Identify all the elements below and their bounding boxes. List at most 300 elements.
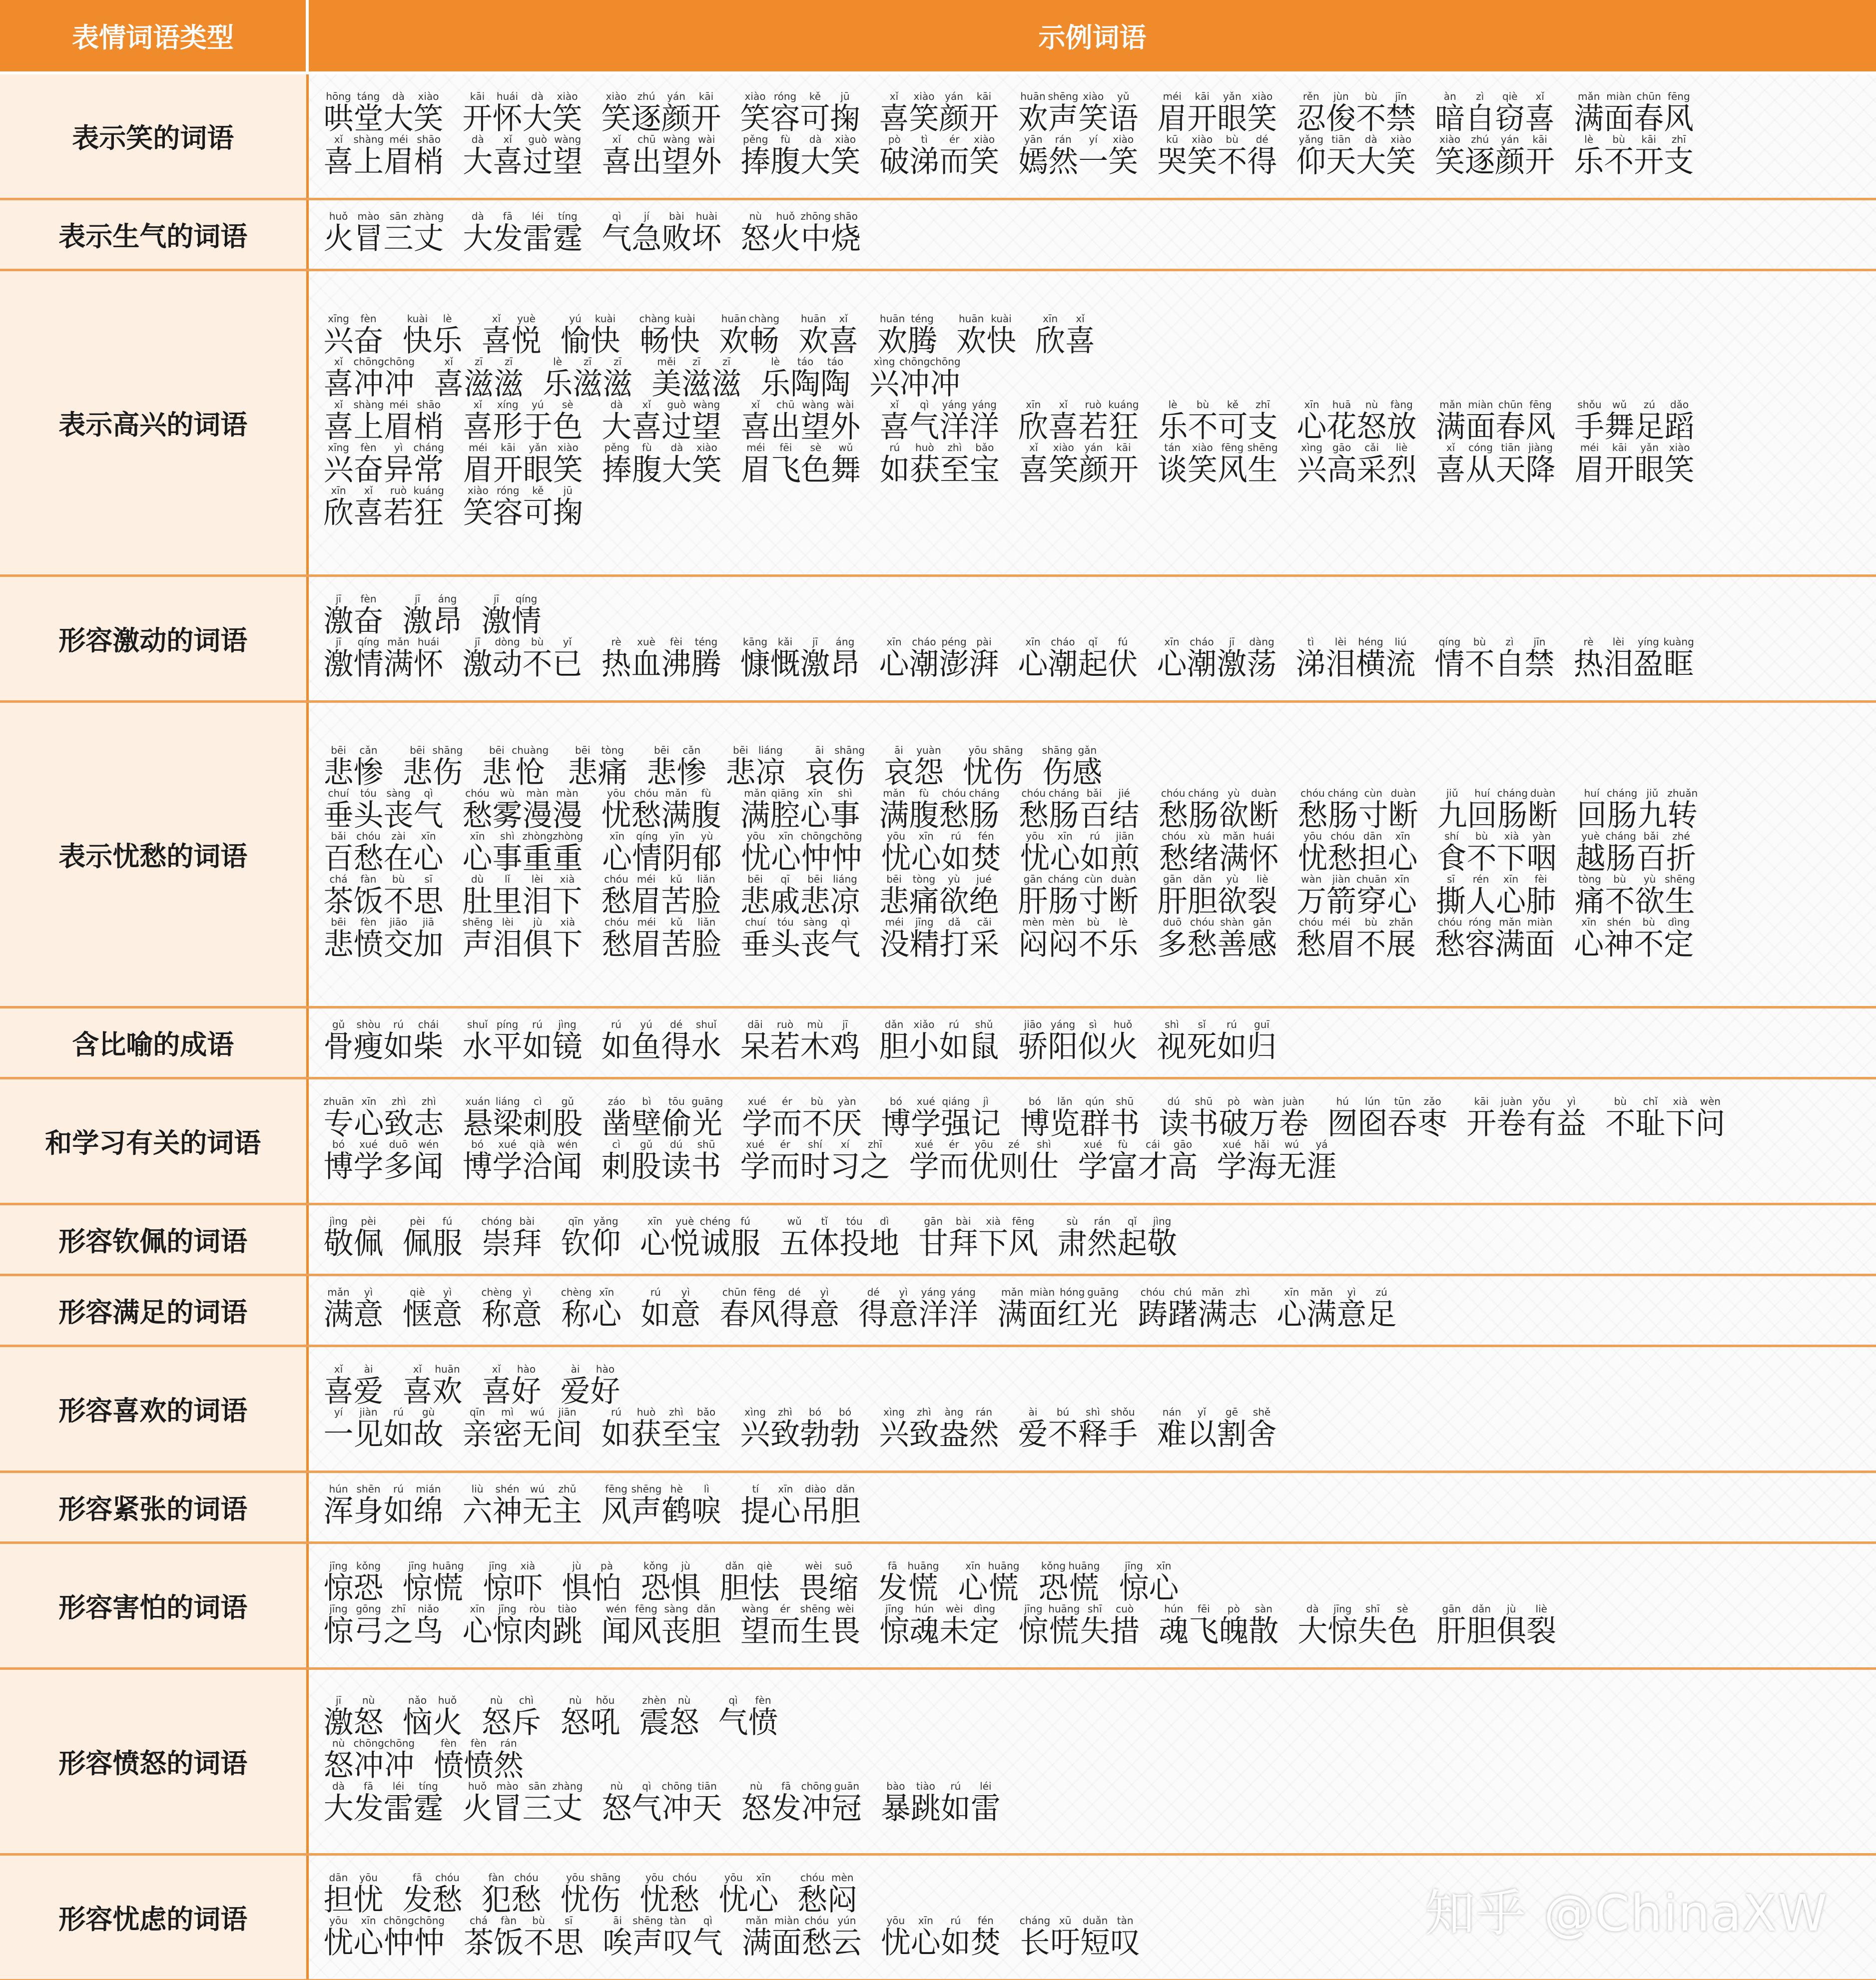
pinyin: dàng bbox=[1247, 636, 1277, 648]
pinyin: jùn bbox=[1326, 90, 1356, 103]
example-word bbox=[568, 746, 627, 789]
hanzi: 惨cǎn bbox=[676, 744, 707, 790]
pinyin: qiáng bbox=[941, 1095, 971, 1107]
pinyin: jī bbox=[323, 593, 354, 605]
example-word bbox=[1327, 1097, 1447, 1140]
pinyin: zhǔ bbox=[552, 1483, 583, 1495]
hanzi: 荡dàng bbox=[1247, 636, 1277, 682]
pinyin: kuài bbox=[986, 313, 1017, 325]
hanzi: 九jiǔ bbox=[1437, 787, 1467, 833]
pinyin: miàn bbox=[771, 1915, 802, 1927]
pinyin: kǒng bbox=[640, 1560, 671, 1572]
hanzi: 开kāi bbox=[1604, 442, 1635, 488]
example-word bbox=[879, 1020, 999, 1063]
hanzi: 意yì bbox=[809, 1286, 840, 1332]
hanzi: 学xué bbox=[492, 1138, 523, 1184]
pinyin: xiào bbox=[463, 485, 493, 496]
hanzi: 钦qīn bbox=[561, 1215, 591, 1261]
pinyin: lè bbox=[760, 356, 791, 368]
example-word bbox=[482, 1288, 542, 1331]
pinyin: téng bbox=[691, 636, 721, 648]
hanzi: 裂liè bbox=[1526, 1603, 1557, 1649]
hanzi: 悲bēi bbox=[740, 873, 770, 919]
example-word bbox=[324, 1782, 444, 1825]
hanzi: 心xīn bbox=[879, 636, 909, 682]
pinyin: mèn bbox=[1018, 916, 1049, 928]
hanzi: 从cóng bbox=[1465, 442, 1496, 488]
pinyin: jīng bbox=[323, 1603, 354, 1615]
pinyin: ròu bbox=[522, 1603, 553, 1615]
pinyin: lì bbox=[691, 1483, 722, 1495]
pinyin: xiào bbox=[1187, 442, 1218, 454]
pinyin: gāo bbox=[1168, 1138, 1198, 1150]
hanzi: 九jiǔ bbox=[1637, 787, 1668, 833]
example-word bbox=[740, 212, 861, 255]
hanzi: 笑xiào bbox=[1247, 90, 1277, 137]
pinyin: yàn bbox=[832, 1095, 862, 1107]
hanzi: 手shǒu bbox=[1108, 1406, 1138, 1452]
pinyin: xīn bbox=[1149, 1560, 1179, 1572]
hanzi: 郁yù bbox=[692, 830, 722, 876]
pinyin: kāi bbox=[969, 90, 999, 103]
pinyin: huān bbox=[432, 1363, 463, 1375]
pinyin: yù bbox=[1219, 787, 1249, 799]
hanzi: 之zhī bbox=[860, 1138, 890, 1184]
pinyin: chéng bbox=[699, 1215, 731, 1227]
pinyin: nǎo bbox=[402, 1694, 433, 1706]
hanzi: 放fàng bbox=[1386, 399, 1417, 445]
hanzi: 叹tàn bbox=[1110, 1915, 1141, 1961]
pinyin: cǎn bbox=[676, 744, 707, 756]
category-cell: 表示生气的词语 bbox=[0, 199, 307, 270]
example-word bbox=[324, 1365, 384, 1408]
hanzi: 笑xiào bbox=[1078, 90, 1109, 137]
pinyin: huái bbox=[413, 636, 444, 648]
hanzi: 喜xǐ bbox=[434, 356, 464, 402]
pinyin: chì bbox=[511, 1694, 542, 1706]
pinyin: wàng bbox=[691, 399, 722, 411]
example-word bbox=[324, 1217, 384, 1260]
hanzi: 漫màn bbox=[552, 787, 583, 833]
hanzi: 若ruò bbox=[770, 1018, 800, 1064]
pinyin: bù bbox=[1356, 916, 1386, 928]
pinyin: chóu bbox=[801, 1915, 832, 1927]
pinyin: zì bbox=[1494, 636, 1525, 648]
example-word bbox=[1018, 637, 1138, 680]
pinyin: qì bbox=[631, 1780, 662, 1792]
hanzi: 感gǎn bbox=[1072, 744, 1103, 790]
pinyin: xǐ bbox=[1018, 442, 1049, 454]
examples-cell bbox=[307, 270, 1876, 575]
pinyin: yǎn bbox=[1634, 442, 1665, 454]
pinyin: rán bbox=[1048, 133, 1079, 146]
hanzi: 吊diào bbox=[800, 1483, 831, 1529]
hanzi: 喜xǐ bbox=[602, 133, 632, 180]
hanzi: 笑xiào bbox=[413, 90, 444, 137]
pinyin: chóu bbox=[1158, 787, 1189, 799]
example-word bbox=[1119, 1561, 1179, 1604]
hanzi: 思sī bbox=[413, 873, 444, 919]
pinyin: yù bbox=[1635, 873, 1665, 885]
hanzi: 寸cùn bbox=[1358, 787, 1388, 833]
hanzi: 慌huāng bbox=[432, 1560, 464, 1606]
pinyin: xǐ bbox=[481, 313, 512, 325]
example-line bbox=[324, 594, 1868, 637]
pinyin: yīn bbox=[662, 830, 692, 842]
pinyin: bài bbox=[512, 1215, 542, 1227]
pinyin: jīng bbox=[1119, 1560, 1149, 1572]
pinyin: rú bbox=[601, 1406, 631, 1418]
hanzi: 欢huān bbox=[956, 313, 987, 359]
hanzi: 闻wén bbox=[552, 1138, 583, 1184]
examples-cell bbox=[307, 1542, 1876, 1668]
hanzi: 加jiā bbox=[413, 916, 444, 962]
pinyin: shāng bbox=[1042, 744, 1073, 756]
pinyin: fèn bbox=[353, 916, 384, 928]
pinyin: wǔ bbox=[779, 1215, 810, 1227]
pinyin: gǔ bbox=[631, 1138, 661, 1150]
example-word bbox=[640, 1288, 700, 1331]
hanzi: 面miàn bbox=[771, 1915, 802, 1961]
example-word bbox=[718, 1873, 778, 1916]
hanzi: 颜yán bbox=[1495, 133, 1525, 180]
hanzi: 横héng bbox=[1355, 636, 1386, 682]
hanzi: 肝gān bbox=[1018, 873, 1048, 919]
hanzi: 肝gān bbox=[1436, 1603, 1467, 1649]
pinyin: tǐ bbox=[809, 1215, 840, 1227]
hanzi: 洽qià bbox=[522, 1138, 553, 1184]
pinyin: shuǐ bbox=[462, 1018, 493, 1030]
pinyin: dà bbox=[800, 133, 831, 146]
pinyin: áng bbox=[830, 636, 860, 648]
pinyin: chái bbox=[413, 1018, 444, 1030]
hanzi: 怒nù bbox=[323, 1737, 354, 1783]
hanzi: 若ruò bbox=[1078, 399, 1109, 445]
hanzi: 腹fù bbox=[631, 442, 662, 488]
pinyin: wèi bbox=[798, 1560, 829, 1572]
pinyin: chōng bbox=[353, 1737, 384, 1749]
hanzi: 忧yōu bbox=[1297, 830, 1328, 876]
hanzi: 斥chì bbox=[511, 1694, 542, 1740]
example-word bbox=[463, 400, 583, 443]
hanzi: 哀āi bbox=[883, 744, 914, 790]
hanzi: 断duàn bbox=[1108, 873, 1139, 919]
pinyin: gān bbox=[918, 1215, 949, 1227]
hanzi: 风fēng bbox=[1664, 90, 1694, 137]
pinyin: léi bbox=[383, 1780, 414, 1792]
hanzi: 如rú bbox=[601, 1406, 631, 1452]
pinyin: xǐ bbox=[323, 356, 354, 368]
pinyin: fēng bbox=[1008, 1215, 1039, 1227]
hanzi: 欲yù bbox=[1635, 873, 1665, 919]
hanzi: 刺cì bbox=[523, 1095, 553, 1141]
hanzi: 问wèn bbox=[1695, 1095, 1726, 1141]
example-word bbox=[324, 1604, 444, 1647]
pinyin: yōu bbox=[718, 1872, 749, 1884]
hanzi: 眉méi bbox=[1326, 916, 1356, 962]
pinyin: bó bbox=[323, 1138, 354, 1150]
pinyin: lèi bbox=[1603, 636, 1634, 648]
example-word bbox=[403, 746, 463, 789]
pinyin: xiào bbox=[552, 90, 583, 103]
hanzi: 望wàng bbox=[691, 399, 722, 445]
pinyin: dé bbox=[661, 1018, 691, 1030]
hanzi: 暗àn bbox=[1435, 90, 1465, 137]
pinyin: fēng bbox=[1664, 90, 1694, 103]
pinyin: shàng bbox=[353, 399, 384, 411]
pinyin: hè bbox=[661, 1483, 692, 1495]
hanzi: 书shū bbox=[1110, 1095, 1140, 1141]
example-word bbox=[561, 1365, 621, 1408]
hanzi: 大dà bbox=[463, 133, 493, 180]
hanzi: 如rú bbox=[1080, 830, 1110, 876]
pinyin: huǒ bbox=[432, 1694, 463, 1706]
example-word bbox=[740, 400, 860, 443]
hanzi: 仕shì bbox=[1029, 1138, 1059, 1184]
pinyin: mǎn bbox=[997, 1286, 1028, 1298]
hanzi: 兴xìng bbox=[740, 1406, 770, 1452]
hanzi: 欢huān bbox=[718, 313, 749, 359]
pinyin: duǎn bbox=[1080, 1915, 1111, 1927]
pinyin: shì bbox=[492, 830, 523, 842]
example-word bbox=[482, 1365, 542, 1408]
hanzi: 不bù bbox=[1464, 636, 1495, 682]
pinyin: chóu bbox=[602, 916, 632, 928]
pinyin: juàn bbox=[1278, 1095, 1309, 1107]
pinyin: xīn bbox=[1035, 313, 1066, 325]
pinyin: xiào bbox=[1187, 133, 1218, 146]
hanzi: 博bó bbox=[462, 1138, 493, 1184]
hanzi: 头tóu bbox=[353, 787, 384, 833]
hanzi: 裂liè bbox=[1247, 873, 1277, 919]
pinyin: jīng bbox=[483, 1560, 513, 1572]
hanzi: 忧yōu bbox=[880, 1915, 911, 1961]
hanzi: 惊jīng bbox=[492, 1603, 523, 1649]
pinyin: chūn bbox=[1634, 90, 1664, 103]
hanzi: 而ér bbox=[939, 133, 970, 180]
example-word bbox=[1020, 832, 1140, 875]
pinyin: cì bbox=[523, 1095, 553, 1107]
hanzi: 提tí bbox=[740, 1483, 771, 1529]
hanzi: 气qì bbox=[830, 916, 861, 962]
pinyin: ruò bbox=[770, 1018, 800, 1030]
pinyin: ér bbox=[939, 133, 970, 146]
examples-cell bbox=[307, 1007, 1876, 1078]
pinyin: fèn bbox=[434, 1737, 464, 1749]
hanzi: 如rú bbox=[1217, 1018, 1247, 1064]
pinyin: xiào bbox=[1078, 90, 1109, 103]
table-row bbox=[0, 73, 1876, 199]
hanzi: 不bù bbox=[1078, 916, 1109, 962]
hanzi: 心xīn bbox=[639, 1215, 670, 1261]
hanzi: 大dà bbox=[383, 90, 414, 137]
pinyin: zài bbox=[383, 830, 414, 842]
example-word bbox=[879, 637, 999, 680]
example-word bbox=[482, 1873, 542, 1916]
pinyin: xīn bbox=[602, 830, 632, 842]
hanzi: 欣xīn bbox=[1018, 399, 1049, 445]
pinyin: yān bbox=[1018, 133, 1049, 146]
hanzi: 小xiǎo bbox=[909, 1018, 939, 1064]
hanzi: 宝bǎo bbox=[969, 442, 1000, 488]
pinyin: fén bbox=[971, 830, 1001, 842]
pinyin: rú bbox=[939, 1018, 969, 1030]
pinyin: shāng bbox=[432, 744, 463, 756]
pinyin: yáng bbox=[939, 399, 970, 411]
pinyin: gù bbox=[413, 1406, 444, 1418]
pinyin: xué bbox=[353, 1138, 384, 1150]
pinyin: shì bbox=[1157, 1018, 1187, 1030]
hanzi: 心xīn bbox=[1149, 1560, 1179, 1606]
hanzi: 花huā bbox=[1326, 399, 1357, 445]
hanzi: 满mǎn bbox=[1198, 1286, 1228, 1332]
hanzi: 不bù bbox=[1356, 916, 1386, 962]
hanzi: 怆chuàng bbox=[512, 744, 549, 790]
example-word bbox=[1018, 875, 1139, 918]
pinyin: kāi bbox=[1604, 442, 1635, 454]
pinyin: xīng bbox=[323, 442, 354, 454]
pinyin: mǎn bbox=[1574, 90, 1604, 103]
hanzi: 欲yù bbox=[1217, 873, 1248, 919]
pinyin: qǐ bbox=[1117, 1215, 1148, 1227]
pinyin: yì bbox=[1336, 1286, 1367, 1298]
pinyin: bù bbox=[1466, 830, 1497, 842]
hanzi: 激jī bbox=[462, 636, 493, 682]
category-cell: 形容紧张的词语 bbox=[0, 1472, 307, 1542]
pinyin: nù bbox=[740, 210, 771, 222]
hanzi: 喜xǐ bbox=[1065, 313, 1096, 359]
hanzi: 心xīn bbox=[1387, 830, 1418, 876]
hanzi: 兴xìng bbox=[869, 356, 900, 402]
hanzi: 风fēng bbox=[1217, 442, 1248, 488]
hanzi: 怀huái bbox=[1249, 830, 1279, 876]
pinyin: cháng bbox=[1497, 787, 1528, 799]
hanzi: 采cǎi bbox=[1356, 442, 1387, 488]
hanzi: 刺cì bbox=[601, 1138, 631, 1184]
pinyin: jiān bbox=[1110, 830, 1140, 842]
hanzi: 滋zī bbox=[573, 356, 603, 402]
pinyin: fù bbox=[1108, 1138, 1138, 1150]
hanzi: 不bù bbox=[1605, 873, 1635, 919]
hanzi: 心xīn bbox=[1387, 873, 1417, 919]
hanzi: 不bù bbox=[522, 636, 553, 682]
hanzi: 记jì bbox=[971, 1095, 1001, 1141]
hanzi: 诚chéng bbox=[699, 1215, 731, 1261]
pinyin: fàng bbox=[1386, 399, 1417, 411]
pinyin: xīn bbox=[910, 1915, 941, 1927]
hanzi: 怯qiè bbox=[749, 1560, 780, 1606]
hanzi: 获huò bbox=[631, 1406, 661, 1452]
table-row bbox=[0, 1078, 1876, 1204]
pinyin: xiào bbox=[969, 133, 1000, 146]
hanzi: 开kāi bbox=[1108, 442, 1139, 488]
pinyin: bǎo bbox=[691, 1406, 721, 1418]
hanzi: 心xīn bbox=[771, 830, 801, 876]
hanzi: 已yǐ bbox=[552, 636, 583, 682]
hanzi: 愉yú bbox=[560, 313, 591, 359]
hanzi: 悲bēi bbox=[646, 744, 677, 790]
example-word bbox=[324, 135, 444, 178]
pinyin: shàng bbox=[353, 133, 384, 146]
pinyin: kāi bbox=[493, 442, 523, 454]
pinyin: xiào bbox=[740, 90, 770, 103]
hanzi: 散sàn bbox=[1249, 1603, 1279, 1649]
hanzi: 气qì bbox=[909, 399, 940, 445]
pinyin: xià bbox=[552, 873, 583, 885]
example-word bbox=[434, 357, 524, 400]
pinyin: cǎi bbox=[1356, 442, 1387, 454]
pinyin: kě bbox=[800, 90, 830, 103]
example-word bbox=[725, 746, 785, 789]
pinyin: rú bbox=[383, 1483, 414, 1495]
hanzi: 而ér bbox=[939, 1138, 969, 1184]
pinyin: yú bbox=[560, 313, 591, 325]
pinyin: xí bbox=[830, 1138, 860, 1150]
example-word bbox=[602, 1408, 721, 1451]
hanzi: 大dà bbox=[800, 133, 831, 180]
hanzi: 悲bēi bbox=[800, 873, 830, 919]
pinyin: cháo bbox=[909, 636, 939, 648]
pinyin: shēng bbox=[631, 1483, 662, 1495]
hanzi: 回huí bbox=[1467, 787, 1497, 833]
hanzi: 出chū bbox=[631, 133, 662, 180]
pinyin: bēi bbox=[740, 873, 770, 885]
pinyin: yǒu bbox=[1526, 1095, 1557, 1107]
pinyin: xīn bbox=[462, 1603, 493, 1615]
hanzi: 悬xuán bbox=[463, 1095, 493, 1141]
hanzi: 飞fēi bbox=[770, 442, 801, 488]
hanzi: 鸡jī bbox=[830, 1018, 860, 1064]
pinyin: léi bbox=[970, 1780, 1001, 1792]
pinyin: xīn bbox=[958, 1560, 988, 1572]
hanzi: 发fā bbox=[402, 1872, 433, 1918]
pinyin: wú bbox=[1276, 1138, 1307, 1150]
hanzi: 滋zī bbox=[681, 356, 712, 402]
hanzi: 喜xǐ bbox=[828, 313, 859, 359]
hanzi: 失shī bbox=[1080, 1603, 1110, 1649]
pinyin: chá bbox=[323, 873, 354, 885]
pinyin: táo bbox=[820, 356, 851, 368]
hanzi: 感gǎn bbox=[1247, 916, 1277, 962]
hanzi: 惊jīng bbox=[1119, 1560, 1149, 1606]
pinyin: jù bbox=[523, 916, 553, 928]
pinyin: nù bbox=[323, 1737, 354, 1749]
hanzi: 下xià bbox=[1496, 830, 1527, 876]
pinyin: shì bbox=[830, 787, 860, 799]
hanzi: 怀huái bbox=[492, 90, 523, 137]
pinyin: jiāo bbox=[1018, 1018, 1048, 1030]
hanzi: 绪xù bbox=[1189, 830, 1219, 876]
hanzi: 魂hún bbox=[909, 1603, 940, 1649]
hanzi: 股gǔ bbox=[631, 1138, 661, 1184]
examples-cell bbox=[307, 1204, 1876, 1275]
hanzi: 热rè bbox=[601, 636, 631, 682]
hanzi: 万wàn bbox=[1296, 873, 1326, 919]
example-word bbox=[1020, 1916, 1140, 1959]
pinyin: xīn bbox=[639, 1215, 670, 1227]
hanzi: 眼yǎn bbox=[1634, 442, 1665, 488]
hanzi: 手shǒu bbox=[1574, 399, 1605, 445]
category-cell: 和学习有关的词语 bbox=[0, 1078, 307, 1204]
hanzi: 缩suō bbox=[828, 1560, 859, 1606]
pinyin: wén bbox=[552, 1138, 583, 1150]
table-row bbox=[0, 270, 1876, 575]
hanzi: 跳tiào bbox=[910, 1780, 941, 1826]
hanzi: 捧pěng bbox=[602, 442, 632, 488]
pinyin: qiè bbox=[402, 1286, 433, 1298]
hanzi: 伤shāng bbox=[590, 1872, 621, 1918]
pinyin: yōu bbox=[741, 830, 771, 842]
